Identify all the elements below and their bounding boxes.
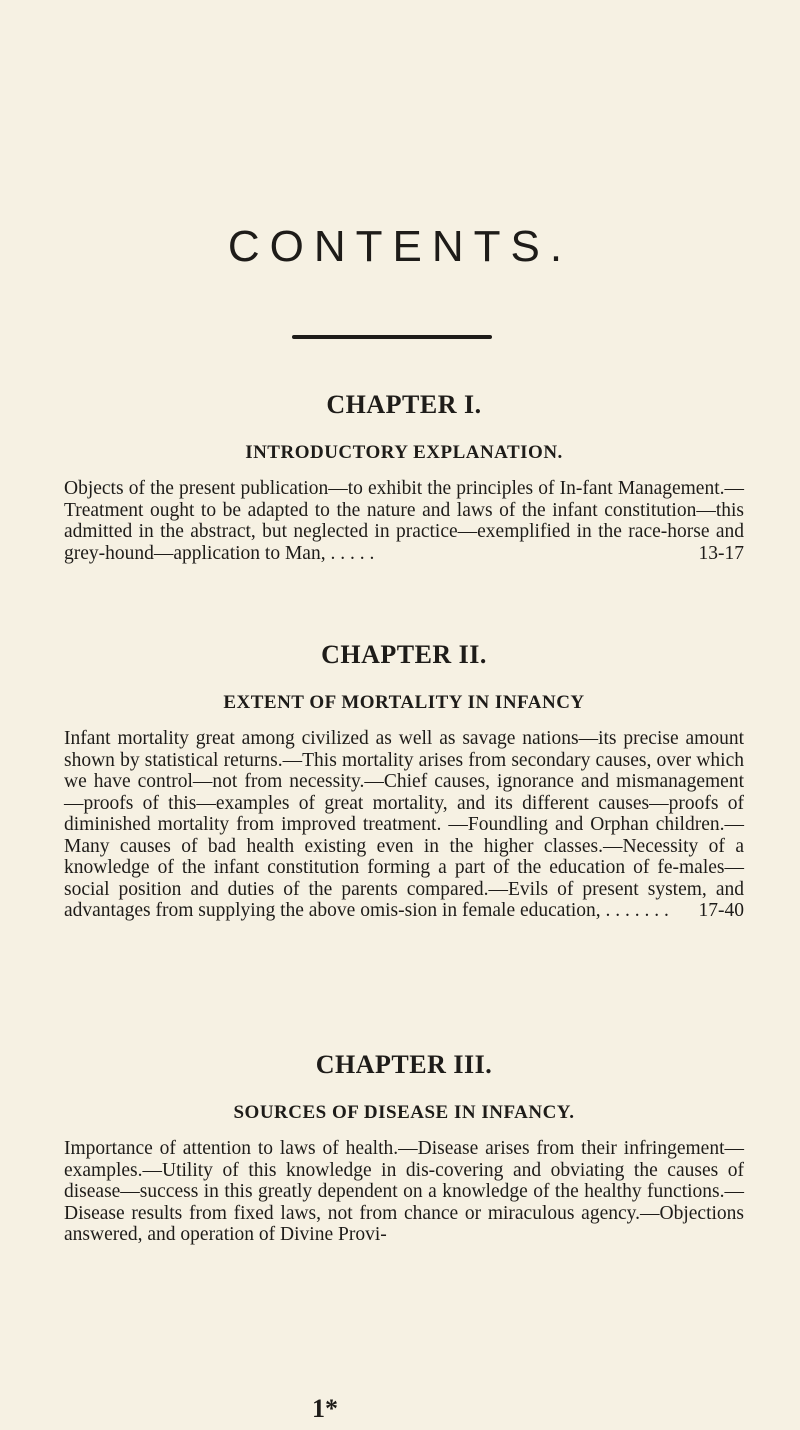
chapter-3 bbox=[64, 1050, 744, 1246]
summary-text: Infant mortality great among civilized as well as savage nations—its precise amount shown by statistical returns.—This mortality arises from secondary causes, over which we have control—not from necessity.—Chief causes, ignorance and mismanagement—proofs of this—examples of great mortality, and its different causes—proofs of diminished mortality from improved treatment. —Foundling and Orphan children.—Many causes of bad health existing even in the higher classes.—Necessity of a knowledge of the infant constitution forming a part of the education of fe-males—social position and duties of the parents compared.—Evils of present system, and advantages from supplying the above omis-sion in female education, . . . . . . . bbox=[64, 728, 744, 921]
chapter-1 bbox=[64, 390, 744, 564]
chapter-summary bbox=[64, 478, 744, 564]
page-range: 13-17 bbox=[695, 543, 745, 565]
page-title: CONTENTS. bbox=[227, 222, 573, 271]
signature-mark: 1* bbox=[312, 1394, 338, 1423]
chapter-heading: CHAPTER II. bbox=[321, 640, 487, 669]
chapter-summary bbox=[64, 728, 744, 922]
page-range: 17-40 bbox=[695, 900, 745, 922]
summary-text: Objects of the present publication—to exhibit the principles of In-fant Management.—Treatment ought to be adapted to the nature and laws of the infant constitution—this admitted in the abstract, but neglected in practice—exemplified in the race-horse and grey-hound—application to Man, . . . . . bbox=[64, 478, 744, 564]
chapter-title: EXTENT OF MORTALITY IN INFANCY bbox=[223, 692, 585, 713]
chapter-heading: CHAPTER I. bbox=[326, 390, 482, 419]
chapter-title: SOURCES OF DISEASE IN INFANCY. bbox=[233, 1102, 575, 1123]
title-rule bbox=[292, 335, 492, 339]
chapter-heading: CHAPTER III. bbox=[315, 1050, 493, 1079]
chapter-title: INTRODUCTORY EXPLANATION. bbox=[245, 442, 563, 463]
summary-text: Importance of attention to laws of health.—Disease arises from their infringement—examples.—Utility of this knowledge in dis-covering and obviating the causes of disease—success in this greatly dependent on a knowledge of the healthy functions.—Disease results from fixed laws, not from chance or miraculous agency.—Objections answered, and operation of Divine Provi- bbox=[64, 1138, 744, 1245]
chapter-summary bbox=[64, 1138, 744, 1246]
chapter-2 bbox=[64, 640, 744, 922]
